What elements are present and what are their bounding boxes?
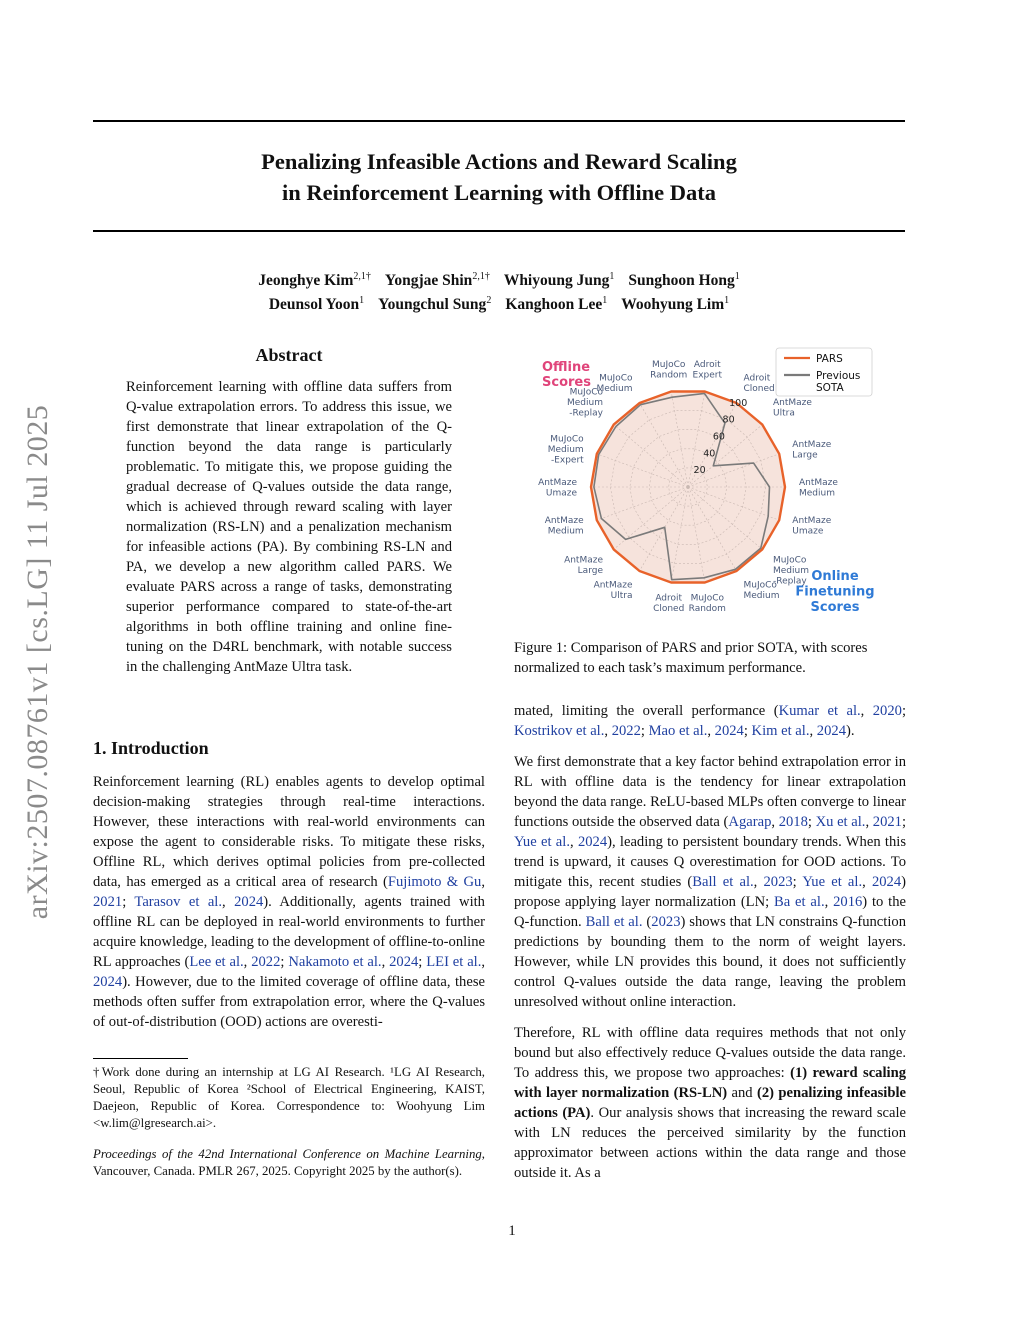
radial-tick-label: 100 (729, 397, 748, 409)
text-run: ; (743, 723, 752, 739)
citation-link[interactable]: 2023 (763, 874, 793, 890)
radar-figure (532, 342, 882, 628)
footnote-rule (93, 1058, 188, 1059)
text-run: ). Additionally, agents trained with offline RL can be deployed in real-world environments to further acquire knowledge, leading to the development of offline-to-online RL approaches ( (93, 894, 486, 970)
citation-link[interactable]: Lee et al. (189, 954, 244, 970)
text-run: ; (807, 814, 816, 830)
title-line-2: in Reinforcement Learning with Offline Data (282, 180, 716, 205)
citation-link[interactable]: 2021 (93, 894, 123, 910)
arxiv-stamp: arXiv:2507.08761v1 [cs.LG] 11 Jul 2025 (21, 404, 54, 920)
citation-link[interactable]: 2024 (871, 874, 902, 890)
top-rule (93, 120, 905, 122)
text-run: , (771, 814, 779, 830)
axis-label: AntMaze Medium (799, 477, 838, 499)
author-affiliation: 2 (486, 295, 492, 307)
text-run: , (604, 723, 612, 739)
text-run: ; (418, 954, 427, 970)
bold-text: (2) penalizing infeasible actions (PA) (514, 1085, 906, 1121)
axis-label: AntMaze Large (564, 555, 603, 577)
axis-label: Adroit Cloned (653, 593, 685, 615)
axis-label: MuJoCo Medium -Expert (547, 434, 584, 466)
author-affiliation: 1 (724, 295, 730, 307)
citation-link[interactable]: 2024 (714, 723, 744, 739)
citation-link[interactable]: Yue et al. (802, 874, 863, 890)
section-heading-introduction: 1. Introduction (93, 738, 209, 758)
left-column-body (93, 772, 485, 1032)
text-run: ) shows that LN constrains Q-function predictions by bounding them to the norm of weight layers. However, while LN provides this bound, it does not sufficiently control Q-values outside the data range, leaving the problem unresolved without online interaction. (514, 914, 906, 1010)
citation-link[interactable]: LEI et al. (426, 954, 482, 970)
author-name: Deunsol Yoon$^1$ (268, 295, 365, 314)
bold-text: (1) reward scaling with layer normalization (RS-LN) (514, 1065, 906, 1101)
text-run: . Our analysis shows that increasing the reward scale with LN reduces the perceived similarity by the function approximator between actions within the data range and those outside it. As a (514, 1105, 906, 1181)
right-paragraph-1 (514, 752, 906, 1012)
text-run: ) to the Q-function. (514, 894, 906, 930)
radial-tick-label: 20 (693, 465, 706, 477)
radar-chart (532, 342, 882, 628)
venue-details: , Vancouver, Canada. PMLR 267, 2025. Copyright 2025 by the author(s). (93, 1147, 485, 1178)
text-run: We first demonstrate that a key factor behind extrapolation error in RL with offline data is the tendency for linear extrapolation beyond the data range. ReLU-based MLPs often converge to linear functions outside the observed data ( (514, 754, 906, 830)
page-number: 1 (508, 1223, 516, 1239)
citation-link[interactable]: Kumar et al. (778, 703, 861, 719)
abstract-heading: Abstract (255, 345, 323, 365)
citation-link[interactable]: 2024 (816, 723, 846, 739)
axis-label: MuJoCo Random (688, 593, 726, 615)
citation-link[interactable]: 2016 (833, 894, 863, 910)
axis-label: MuJoCo Medium (596, 373, 633, 394)
text-run: , (481, 874, 486, 890)
author-affiliation: 2,1† (353, 271, 371, 282)
author-name: Woohyung Lim$^1$ (621, 295, 730, 314)
axis-label: AntMaze Umaze (538, 477, 577, 499)
paper-title (93, 146, 905, 208)
right-column-body (514, 701, 906, 1183)
footnote (93, 1064, 485, 1180)
right-paragraph-2 (514, 1023, 906, 1183)
text-run: ). (845, 723, 855, 739)
text-run: , (570, 834, 578, 850)
text-run: , (809, 723, 817, 739)
radial-tick-label: 40 (703, 448, 716, 460)
citation-link[interactable]: 2020 (872, 703, 902, 719)
text-run: Therefore, RL with offline data requires methods that not only bound but also effectively reduce Q-values outside the data range. To address this, we propose two approaches: (514, 1025, 906, 1081)
citation-link[interactable]: Yue et al. (514, 834, 570, 850)
author-row-2 (93, 291, 905, 315)
author-name: Youngchul Sung$^2$ (378, 295, 492, 314)
author-name: Kanghoon Lee$^1$ (505, 295, 608, 314)
axis-label: AntMaze Medium (544, 515, 584, 537)
footnote-venue (93, 1146, 485, 1180)
text-run: ), leading to persistent boundary trends. When this trend is upward, it causes Q overestimation for OOD actions. To mitigate this, recent studies ( (514, 834, 906, 890)
intro-paragraph-1 (93, 772, 485, 1032)
citation-link[interactable]: Ball et al. (692, 874, 754, 890)
text-run: , (222, 894, 235, 910)
title-line-1: Penalizing Infeasible Actions and Reward Scaling (261, 149, 737, 174)
text-run: ; (792, 874, 803, 890)
citation-link[interactable]: 2024 (234, 894, 264, 910)
citation-link[interactable]: 2021 (872, 814, 902, 830)
citation-link[interactable]: Kostrikov et al. (514, 723, 605, 739)
text-run: , (865, 814, 873, 830)
text-run: , (860, 703, 873, 719)
title-bottom-rule (93, 230, 905, 232)
axis-label: AntMaze Umaze (792, 515, 832, 537)
text-run: ; (901, 703, 906, 719)
axis-label: Adroit Cloned (743, 373, 775, 394)
citation-link[interactable]: 2024 (389, 954, 419, 970)
author-name: Sunghoon Hong$^1$ (628, 271, 740, 290)
citation-link[interactable]: Tarasov et al. (134, 894, 222, 910)
citation-link[interactable]: Fujimoto & Gu (387, 874, 482, 890)
text-run: , (707, 723, 715, 739)
text-run: ; (280, 954, 289, 970)
citation-link[interactable]: Xu et al. (815, 814, 866, 830)
online-scores-label: Online Finetuning Scores (795, 569, 875, 615)
author-list (93, 267, 905, 315)
text-run: and (727, 1085, 757, 1101)
citation-link[interactable]: 2022 (611, 723, 641, 739)
citation-link[interactable]: 2023 (651, 914, 681, 930)
author-affiliation: 2,1† (472, 271, 490, 282)
text-run: ; (901, 814, 907, 830)
author-affiliation: 1 (359, 295, 365, 307)
author-name: Whiyoung Jung$^1$ (503, 271, 615, 290)
venue-name: Proceedings of the 42nd International Conference on Machine Learning (93, 1147, 482, 1161)
axis-label: Adroit Expert (692, 360, 723, 381)
axis-label: MuJoCo Random (650, 360, 688, 381)
axis-label: AntMaze Ultra (593, 580, 633, 601)
abstract-text: Reinforcement learning with offline data suffers from Q-value extrapolation errors. To address this issue, we first demonstrate that linear extrapolation of the Q-function beyond the data range is particularly problematic. To mitigate this, we propose guiding the gradual decrease of Q-values outside the data range, which is achieved through reward scaling with layer normalization (RS-LN) and a penalization mechanism for infeasible actions (PA). By combining RS-LN and PA, we develop a new algorithm called PARS. We evaluate PARS across a range of tasks, demonstrating superior performance compared to state-of-the-art algorithms in both offline training and online fine-tuning on the D4RL benchmark, with notable success in the challenging AntMaze Ultra task. (126, 379, 452, 675)
axis-label: MuJoCo Medium (743, 580, 780, 601)
text-run: Reinforcement learning (RL) enables agents to develop optimal decision-making strategies through real-time interactions. However, these interactions with real-world environments can expose the agent to considerable risks. To mitigate these risks, Offline RL, which derives optimal policies from pre-collected data, has emerged as a critical area of research ( (93, 774, 485, 890)
axis-label: MuJoCo Medium -Replay (567, 387, 603, 419)
citation-link[interactable]: 2024 (577, 834, 608, 850)
axis-label: AntMaze Ultra (773, 398, 812, 419)
text-run: , (824, 894, 834, 910)
author-name: Yongjae Shin$^{2,1\dagger}$ (384, 271, 490, 290)
right-paragraph-0 (514, 701, 906, 741)
citation-link[interactable]: Ball et al. (585, 914, 643, 930)
figure-caption: Figure 1: Comparison of PARS and prior SOTA, with scores normalized to each task’s maximum performance. (514, 640, 868, 676)
text-run: ; (640, 723, 649, 739)
author-row-1 (93, 267, 905, 291)
text-run: ) propose applying layer normalization (LN; (514, 874, 906, 910)
text-run: , (243, 954, 252, 970)
footnote-affiliations: †Work done during an internship at LG AI Research. ¹LG AI Research, Seoul, Republic of Korea ²School of Electrical Engineering, KAIST, Daejeon, Republic of Korea. Correspondence to: Woohyung Lim <w.lim@lgresearch.ai>. (93, 1065, 485, 1130)
text-run: ( (642, 914, 652, 930)
author-affiliation: 1 (602, 295, 608, 307)
citation-link[interactable]: 2022 (251, 954, 281, 970)
citation-link[interactable]: Kim et al. (751, 723, 810, 739)
citation-link[interactable]: 2018 (778, 814, 808, 830)
text-run: , (862, 874, 872, 890)
radial-tick-label: 80 (722, 414, 735, 426)
text-run: ). However, due to the limited coverage of offline data, these methods often suffer from extrapolation error, where the Q-values of out-of-distribution (OOD) actions are overesti- (93, 974, 485, 1030)
legend-label: PARS (816, 353, 843, 365)
legend-label: Previous SOTA (816, 370, 861, 394)
citation-link[interactable]: Mao et al. (648, 723, 708, 739)
text-run: , (753, 874, 764, 890)
citation-link[interactable]: Nakamoto et al. (288, 954, 382, 970)
author-name: Jeonghye Kim$^{2,1\dagger}$ (258, 271, 371, 290)
citation-link[interactable]: Ba et al. (774, 894, 825, 910)
text-run: ; (122, 894, 135, 910)
author-affiliation: 1 (734, 271, 740, 282)
axis-label: MuJoCo Medium -Replay (773, 555, 809, 587)
axis-label: AntMaze Large (792, 439, 832, 461)
citation-link[interactable]: 2024 (93, 974, 123, 990)
radial-tick-label: 60 (712, 431, 725, 443)
citation-link[interactable]: Agarap (728, 814, 772, 830)
text-run: , (381, 954, 390, 970)
text-run: mated, limiting the overall performance ( (514, 703, 779, 719)
offline-scores-label: Offline Scores (542, 360, 591, 390)
text-run: , (481, 954, 486, 970)
author-affiliation: 1 (609, 271, 615, 282)
